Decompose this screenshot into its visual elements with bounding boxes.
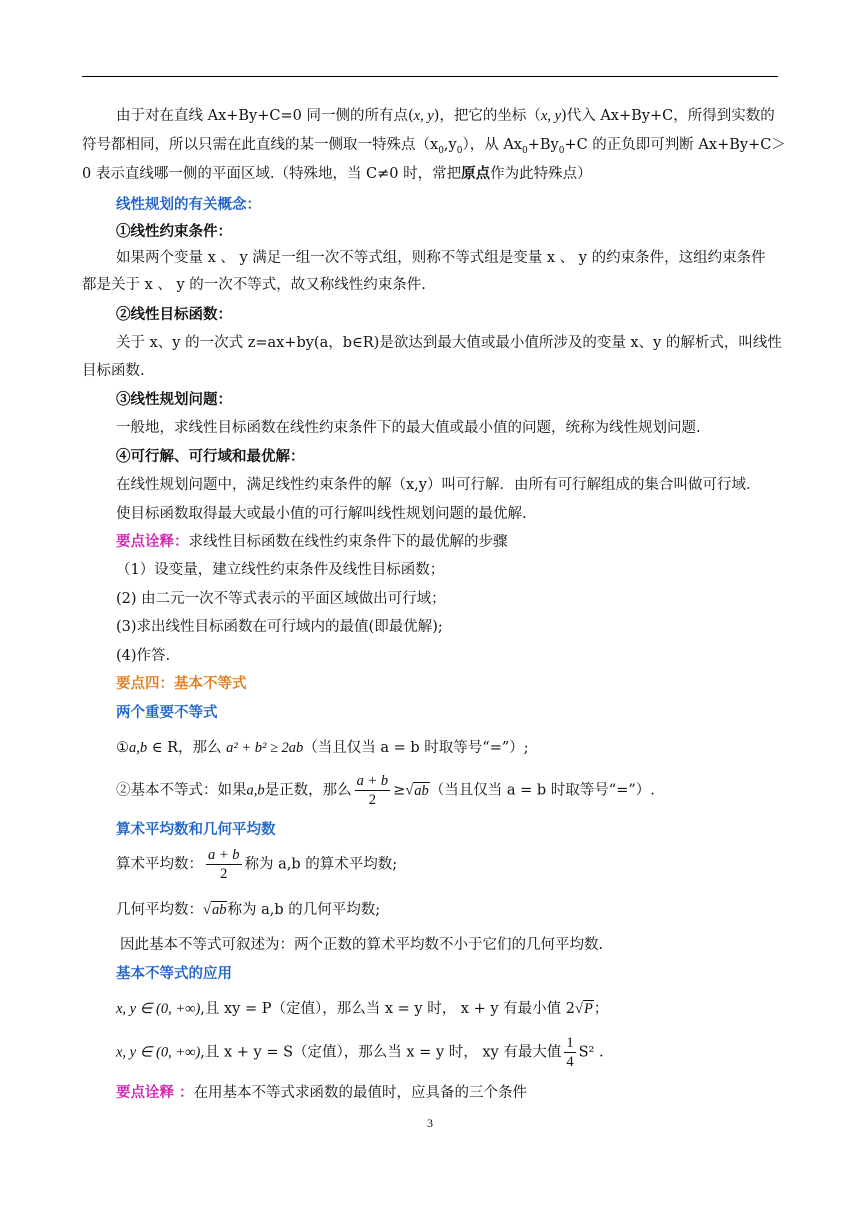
c4-title: ④可行解、可行域和最优解： — [116, 448, 305, 465]
step-2: (2) 由二元一次不等式表示的平面区域做出可行域； — [116, 591, 446, 607]
c1-line-2: 都是关于 x 、 y 的一次不等式，故又称线性约束条件. — [82, 277, 426, 293]
fraction: $\frac{a + b}{2}$ — [208, 847, 240, 882]
c2-title: ②线性目标函数： — [116, 306, 232, 323]
restatement: 因此基本不等式可叙述为：两个正数的算术平均数不小于它们的几何平均数. — [120, 937, 604, 953]
c3-title: ③线性规划问题： — [116, 391, 232, 408]
concepts-heading: 线性规划的有关概念： — [116, 196, 261, 213]
geom-mean: 几何平均数：√ab称为 a,b 的几何平均数; — [116, 902, 381, 918]
c3-line-1: 一般地，求线性目标函数在线性约束条件下的最大值或最小值的问题，统称为线性规划问题. — [116, 420, 701, 436]
two-inequalities-heading: 两个重要不等式 — [116, 704, 218, 721]
inequality-2: ②基本不等式：如果a,b是正数，那么 $\frac{a + b}{2}$ ≥√ab（当且仅当 a = b 时取等号“=”）. — [116, 773, 655, 808]
para-line-1: 由于对在直线 Ax+By+C=0 同一侧的所有点(x, y)，把它的坐标（x, y)代入 Ax+By+C，所得到实数的 — [116, 108, 775, 124]
arith-mean: 算术平均数： $\frac{a + b}{2}$ 称为 a,b 的算术平均数; — [116, 847, 398, 882]
fraction: $\frac{a + b}{2}$ — [356, 773, 389, 808]
header-rule — [82, 76, 778, 77]
means-heading: 算术平均数和几何平均数 — [116, 821, 276, 838]
c1-line-1: 如果两个变量 x 、 y 满足一组一次不等式组，则称不等式组是变量 x 、 y 的约束条件，这组约束条件 — [116, 250, 766, 266]
note2-label: 要点诠释 ： — [116, 1084, 194, 1101]
application-1: x, y ∈ (0, +∞),且 xy = P（定值），那么当 x = y 时， x + y 有最小值 2√P； — [116, 1001, 609, 1017]
step-1: （1）设变量，建立线性约束条件及线性目标函数； — [116, 562, 445, 578]
page-number: 3 — [427, 1116, 433, 1130]
note2: 要点诠释 ：在用基本不等式求函数的最值时，应具备的三个条件 — [116, 1084, 528, 1101]
note1: 要点诠释：求线性目标函数在线性约束条件下的最优解的步骤 — [116, 533, 508, 550]
c4-line-2: 使目标函数取得最大或最小值的可行解叫线性规划问题的最优解. — [116, 506, 527, 522]
para-line-3: 0 表示直线哪一侧的平面区域.（特殊地，当 C≠0 时，常把原点作为此特殊点） — [82, 165, 592, 182]
c4-line-1: 在线性规划问题中，满足线性约束条件的解（x,y）叫可行解．由所有可行解组成的集合叫做可行域． — [116, 477, 761, 493]
c2-line-2: 目标函数. — [82, 363, 145, 379]
c1-title: ①线性约束条件： — [116, 223, 232, 240]
application-2: x, y ∈ (0, +∞),且 x + y = S（定值），那么当 x = y 时， xy 有最大值 $\frac{1}{4}$ S² . — [116, 1035, 604, 1070]
para-line-2: 符号都相同，所以只需在此直线的某一侧取一特殊点$(x_0,y_0)$，从 $Ax_0+By_0+C$ 的正负即可判断 Ax+By+C＞ — [82, 137, 786, 156]
step-4: (4)作答. — [116, 648, 171, 664]
section-heading-point4: 要点四：基本不等式 — [116, 675, 247, 692]
step-3: (3)求出线性目标函数在可行域内的最值(即最优解); — [116, 619, 443, 635]
c2-line-1: 关于 x、y 的一次式 z=ax+by(a，b∈R)是欲达到最大值或最小值所涉及的变量 x、y 的解析式，叫线性 — [116, 335, 782, 351]
fraction: $\frac{1}{4}$ — [566, 1035, 574, 1070]
application-heading: 基本不等式的应用 — [116, 965, 232, 982]
inequality-1: ①a,b ∈ R，那么 a² + b² ≥ 2ab（当且仅当 a = b 时取等号“=”）; — [116, 740, 529, 756]
note1-label: 要点诠释： — [116, 533, 189, 550]
